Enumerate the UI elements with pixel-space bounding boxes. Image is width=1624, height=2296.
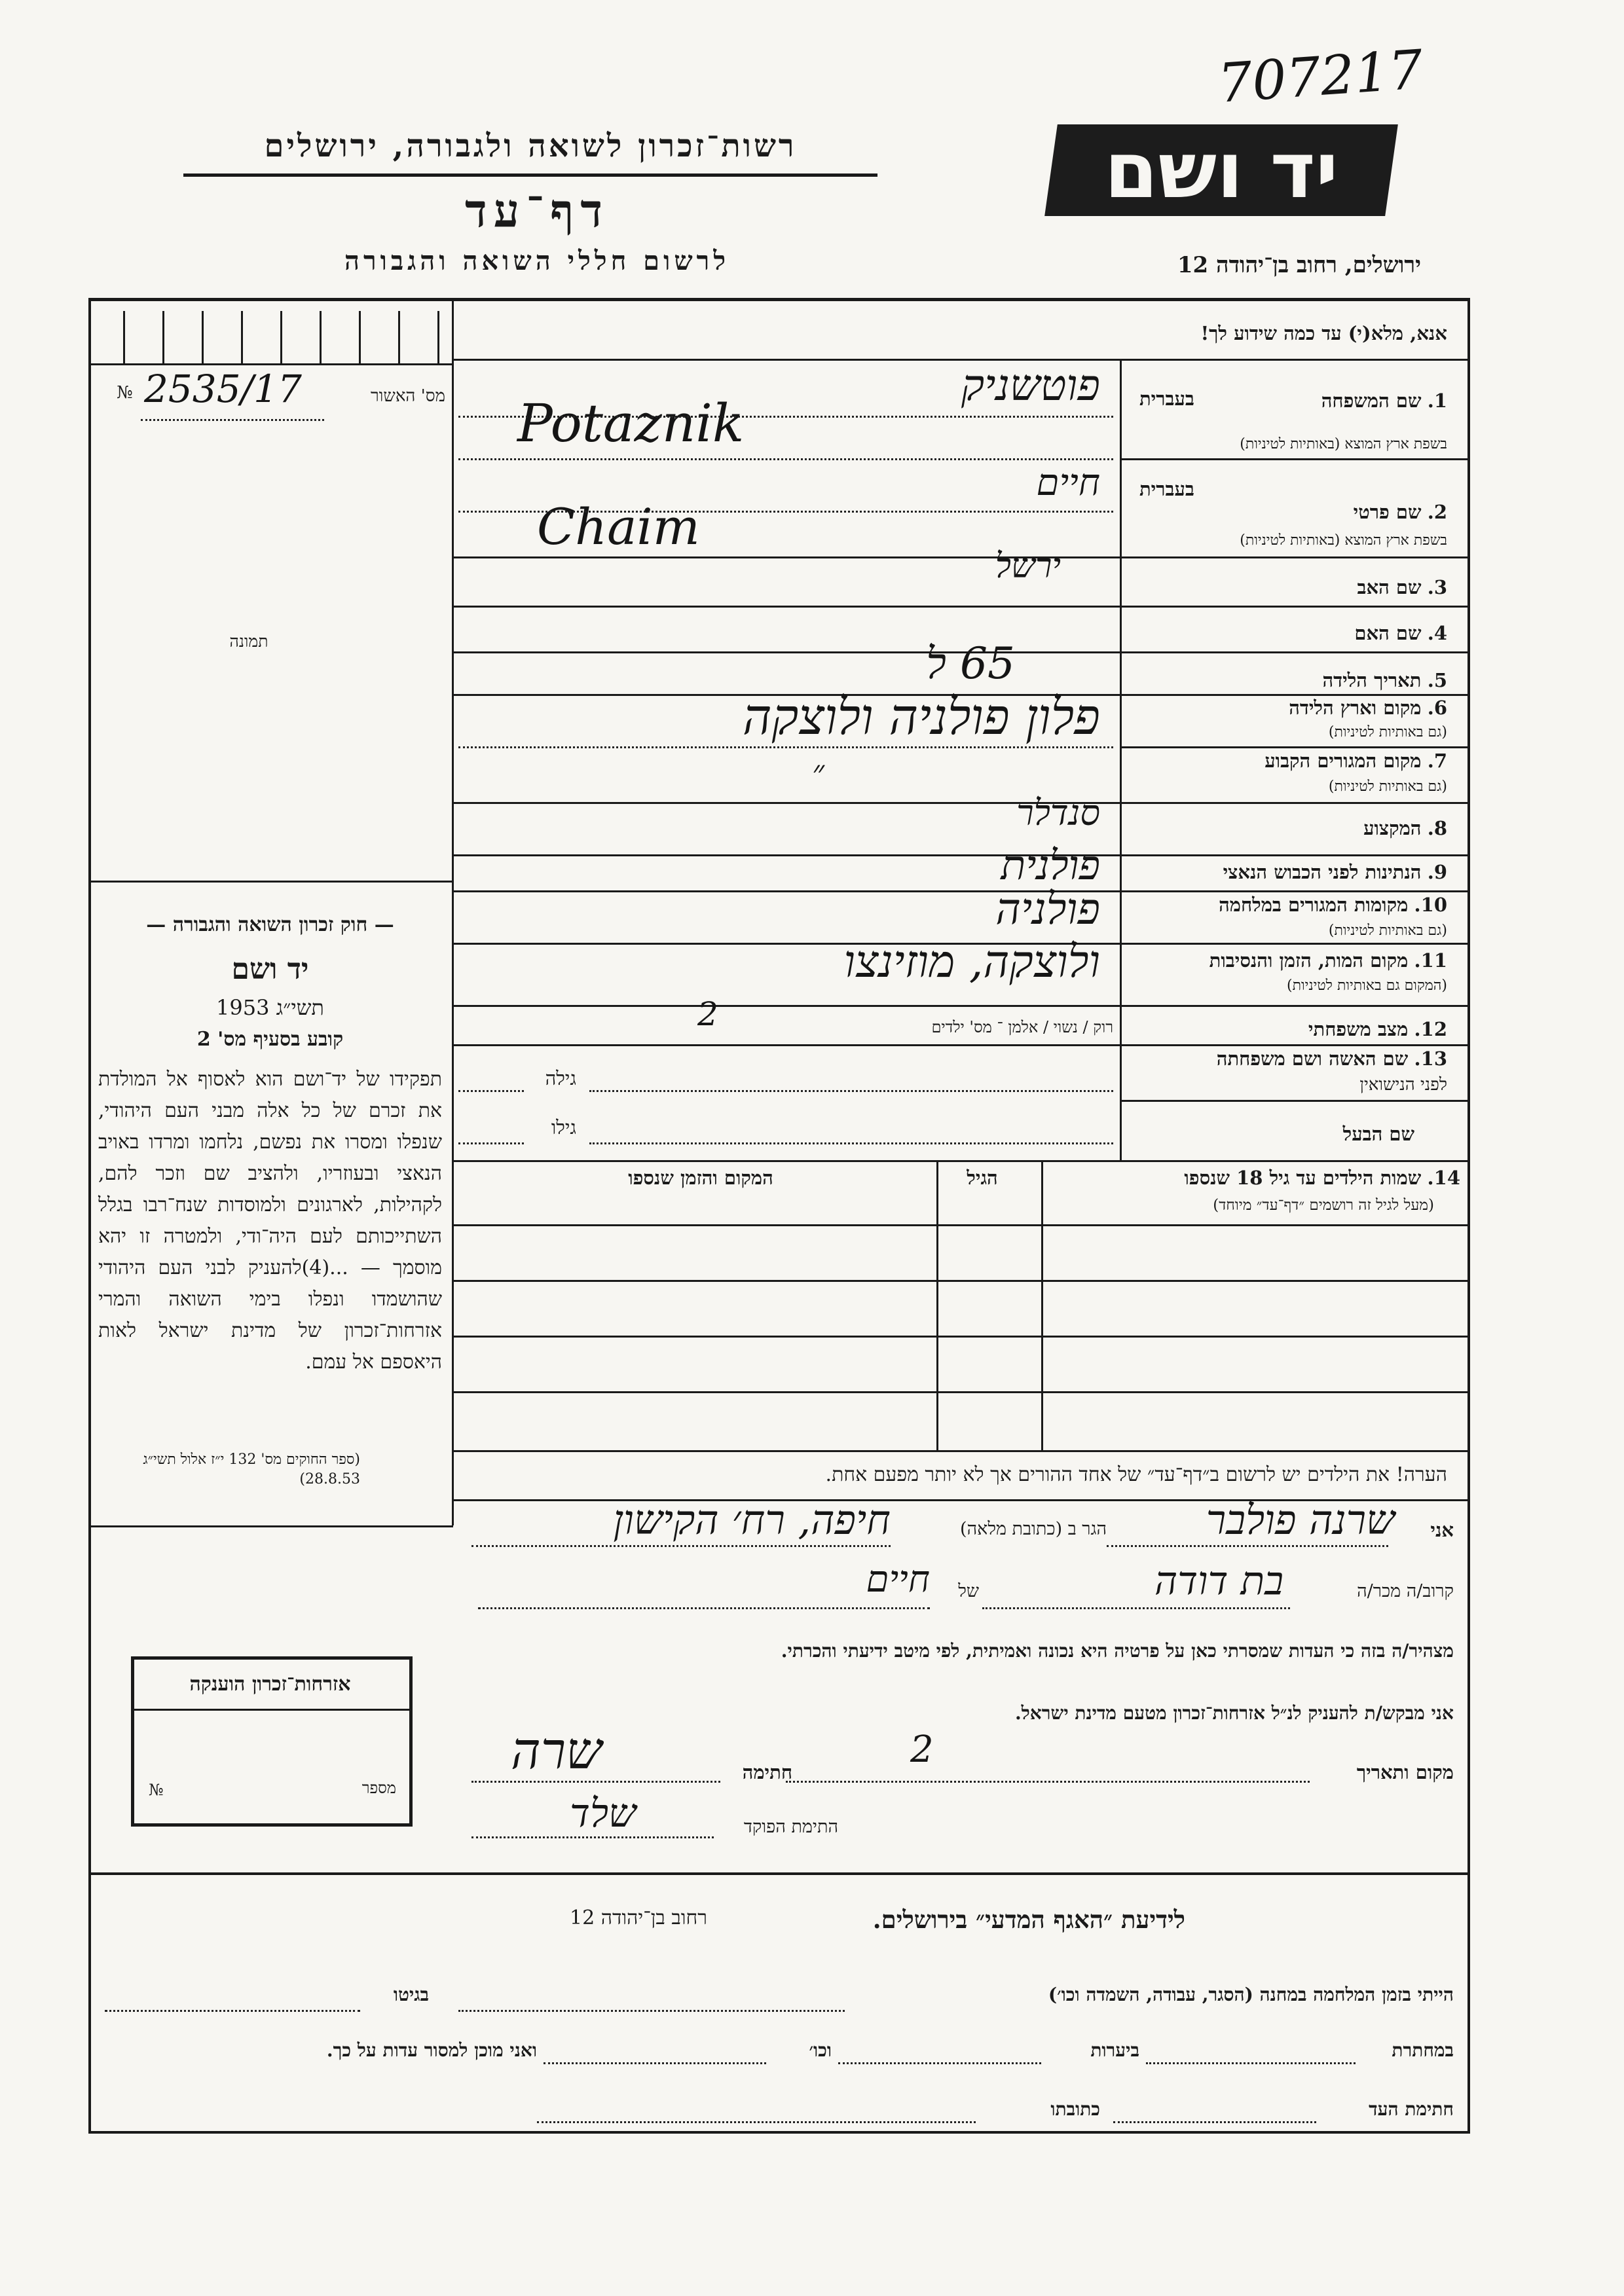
- stamp-number: 707217: [1216, 39, 1425, 115]
- form-title: דף־עד: [464, 183, 609, 238]
- official-signature: שלד: [570, 1791, 637, 1836]
- first-name-hebrew: חיים: [1036, 462, 1100, 504]
- declarant-name: שרנה פולבר: [1206, 1496, 1395, 1544]
- children-note: הערה! את הילדים יש לרשום ב״דף־עד״ של אחד ההורים אך לא יותר מפעם אחת.: [825, 1463, 1447, 1486]
- registration-number: 2535/17: [144, 367, 302, 411]
- relation-of-value: חיים: [866, 1558, 930, 1601]
- family-name-latin: Potaznik: [517, 393, 745, 454]
- registration-dots: [141, 419, 324, 421]
- frame-right: [1467, 298, 1470, 2131]
- form-subtitle: לרשום חללי השואה והגבורה: [344, 246, 730, 276]
- header-underline: [183, 173, 877, 177]
- frame-left: [88, 298, 91, 2131]
- declarant-signature: שרה: [511, 1722, 602, 1781]
- registration-label: מס' האשור: [370, 386, 445, 406]
- address-line: ירושלים, רחוב בן־יהודה 12: [1177, 252, 1421, 278]
- declarant-address: חיפה, רח׳ הקישון: [613, 1496, 891, 1544]
- frame-top: [88, 298, 1470, 301]
- footer-separator: [90, 1872, 1469, 1875]
- relation-value: בת דודה: [1154, 1558, 1283, 1604]
- intro-text: אנא, מלא(י) עד כמה שידוע לך!: [1200, 322, 1447, 344]
- yad-vashem-logo: יד ושם: [1044, 124, 1398, 216]
- first-name-latin: Chaim: [537, 498, 700, 556]
- photo-label: תמונה: [229, 632, 268, 651]
- citizenship-box: אזרחות־זכרון הוענקה № מספר: [131, 1656, 413, 1827]
- authority-title: רשות־זכרון לשואה ולגבורה, ירושלים: [264, 128, 797, 164]
- left-column-divider: [452, 301, 454, 1525]
- registration-prefix: №: [117, 383, 133, 403]
- frame-bottom: [88, 2131, 1470, 2134]
- label-column-divider: [1120, 359, 1122, 1161]
- left-top-line: [90, 363, 453, 365]
- family-name-hebrew: פוטשניק: [961, 360, 1100, 410]
